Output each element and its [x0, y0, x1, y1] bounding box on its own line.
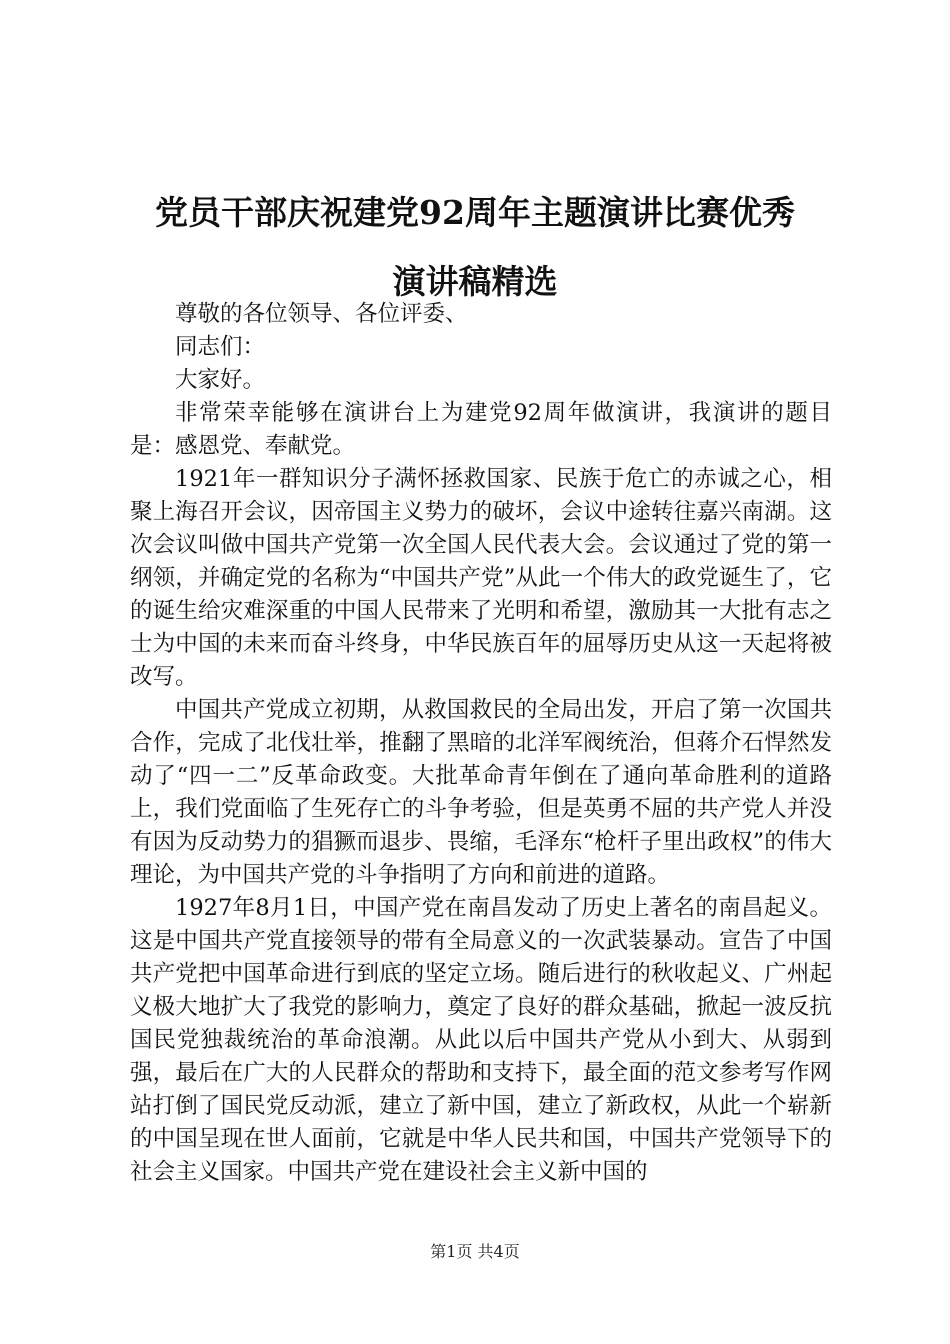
salutation-paragraph: 同志们：: [175, 334, 266, 360]
greeting-paragraph: 大家好。: [175, 367, 266, 393]
body-paragraph: 1921年一群知识分子满怀拯救国家、民族于危亡的赤诚之心，相聚上海召开会议，因帝国主义势力的破坏，会议中途转往嘉兴南湖。这次会议叫做中国共产党第一次全国人民代表大会。会议通过了党的第一纲领，并确定党的名称为“中国共产党”从此一个伟大的政党诞生了，它的诞生给灾难深重的中国人民带来了光明和希望，激励其一大批有志之士为中国的未来而奋斗终身，中华民族百年的屈辱历史从这一天起将被改写。: [130, 466, 832, 690]
document-title: [60, 178, 890, 316]
title-line-1: 党员干部庆祝建党92周年主题演讲比赛优秀: [155, 193, 795, 232]
page-number-footer: 第1页 共4页: [430, 1242, 520, 1261]
body-paragraph: 非常荣幸能够在演讲台上为建党92周年做演讲，我演讲的题目是：感恩党、奉献党。: [130, 400, 832, 459]
body-paragraph: 1927年8月1日，中国产党在南昌发动了历史上著名的南昌起义。这是中国共产党直接领导的带有全局意义的一次武装暴动。宣告了中国共产党把中国革命进行到底的坚定立场。随后进行的秋收起义、广州起义极大地扩大了我党的影响力，奠定了良好的群众基础，掀起一波反抗国民党独裁统治的革命浪潮。从此以后中国共产党从小到大、从弱到强，最后在广大的人民群众的帮助和支持下，最全面的范文参考写作网站打倒了国民党反动派，建立了新中国，建立了新政权，从此一个崭新的中国呈现在世人面前，它就是中华人民共和国，中国共产党领导下的社会主义国家。中国共产党在建设社会主义新中国的: [130, 895, 832, 1185]
body-paragraph: 中国共产党成立初期，从救国救民的全局出发，开启了第一次国共合作，完成了北伐壮举，推翻了黑暗的北洋军阀统治，但蒋介石悍然发动了“四一二”反革命政变。大批革命青年倒在了通向革命胜利的道路上，我们党面临了生死存亡的斗争考验，但是英勇不屈的共产党人并没有因为反动势力的猖獗而退步、畏缩，毛泽东“枪杆子里出政权”的伟大理论，为中国共产党的斗争指明了方向和前进的道路。: [130, 697, 832, 888]
title-line-2: 演讲稿精选: [392, 262, 558, 301]
document-body: [130, 298, 832, 1189]
salutation-paragraph: 尊敬的各位领导、各位评委、: [175, 301, 468, 327]
